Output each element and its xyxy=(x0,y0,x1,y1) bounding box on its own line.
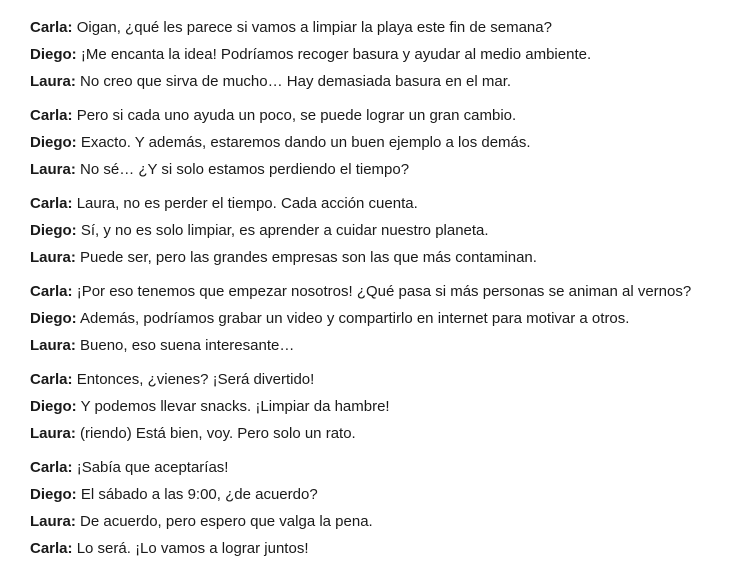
dialogue-line xyxy=(30,217,730,244)
dialogue-line xyxy=(30,393,730,420)
dialogue-line xyxy=(30,420,730,447)
line-text: (riendo) Está bien, voy. Pero solo un rato. xyxy=(75,425,356,442)
dialogue-group xyxy=(30,278,730,359)
dialogue-line xyxy=(30,332,730,359)
speaker-name: Carla: xyxy=(30,540,73,557)
speaker-name: Carla: xyxy=(30,107,73,124)
dialogue-line xyxy=(30,190,730,217)
speaker-name: Laura: xyxy=(30,425,76,442)
line-text: No sé… ¿Y si solo estamos perdiendo el tiempo? xyxy=(75,161,410,178)
speaker-name: Laura: xyxy=(30,337,76,354)
dialogue-group xyxy=(30,190,730,271)
dialogue-group xyxy=(30,366,730,447)
speaker-name: Carla: xyxy=(30,283,73,300)
dialogue-line xyxy=(30,156,730,183)
dialogue-line xyxy=(30,278,730,305)
speaker-name: Diego: xyxy=(30,398,77,415)
dialogue-line xyxy=(30,129,730,156)
line-text: ¡Por eso tenemos que empezar nosotros! ¿Qué pasa si más personas se animan al vernos? xyxy=(72,283,692,300)
line-text: Puede ser, pero las grandes empresas son las que más contaminan. xyxy=(75,249,537,266)
speaker-name: Carla: xyxy=(30,459,73,476)
dialogue-line xyxy=(30,366,730,393)
speaker-name: Diego: xyxy=(30,222,77,239)
line-text: De acuerdo, pero espero que valga la pena. xyxy=(75,513,373,530)
dialogue-transcript xyxy=(30,14,730,569)
line-text: ¡Sabía que aceptarías! xyxy=(72,459,229,476)
line-text: Además, podríamos grabar un video y compartirlo en internet para motivar a otros. xyxy=(76,310,630,327)
line-text: Oigan, ¿qué les parece si vamos a limpiar la playa este fin de semana? xyxy=(72,19,552,36)
dialogue-line xyxy=(30,305,730,332)
dialogue-group xyxy=(30,14,730,95)
line-text: Y podemos llevar snacks. ¡Limpiar da hambre! xyxy=(76,398,390,415)
line-text: Bueno, eso suena interesante… xyxy=(75,337,295,354)
dialogue-line xyxy=(30,454,730,481)
line-text: El sábado a las 9:00, ¿de acuerdo? xyxy=(76,486,318,503)
line-text: Lo será. ¡Lo vamos a lograr juntos! xyxy=(72,540,309,557)
dialogue-line xyxy=(30,102,730,129)
line-text: ¡Me encanta la idea! Podríamos recoger basura y ayudar al medio ambiente. xyxy=(76,46,592,63)
speaker-name: Diego: xyxy=(30,486,77,503)
line-text: Sí, y no es solo limpiar, es aprender a cuidar nuestro planeta. xyxy=(76,222,489,239)
dialogue-line xyxy=(30,481,730,508)
dialogue-line xyxy=(30,14,730,41)
line-text: Laura, no es perder el tiempo. Cada acción cuenta. xyxy=(72,195,418,212)
speaker-name: Carla: xyxy=(30,195,73,212)
dialogue-line xyxy=(30,535,730,562)
line-text: Entonces, ¿vienes? ¡Será divertido! xyxy=(72,371,315,388)
speaker-name: Carla: xyxy=(30,19,73,36)
dialogue-line xyxy=(30,244,730,271)
speaker-name: Laura: xyxy=(30,249,76,266)
speaker-name: Laura: xyxy=(30,73,76,90)
speaker-name: Diego: xyxy=(30,134,77,151)
dialogue-line xyxy=(30,508,730,535)
dialogue-group xyxy=(30,454,730,562)
line-text: No creo que sirva de mucho… Hay demasiada basura en el mar. xyxy=(75,73,512,90)
dialogue-line xyxy=(30,41,730,68)
speaker-name: Laura: xyxy=(30,513,76,530)
speaker-name: Diego: xyxy=(30,46,77,63)
line-text: Pero si cada uno ayuda un poco, se puede lograr un gran cambio. xyxy=(72,107,517,124)
dialogue-line xyxy=(30,68,730,95)
speaker-name: Laura: xyxy=(30,161,76,178)
dialogue-group xyxy=(30,102,730,183)
speaker-name: Diego: xyxy=(30,310,77,327)
line-text: Exacto. Y además, estaremos dando un buen ejemplo a los demás. xyxy=(76,134,531,151)
speaker-name: Carla: xyxy=(30,371,73,388)
